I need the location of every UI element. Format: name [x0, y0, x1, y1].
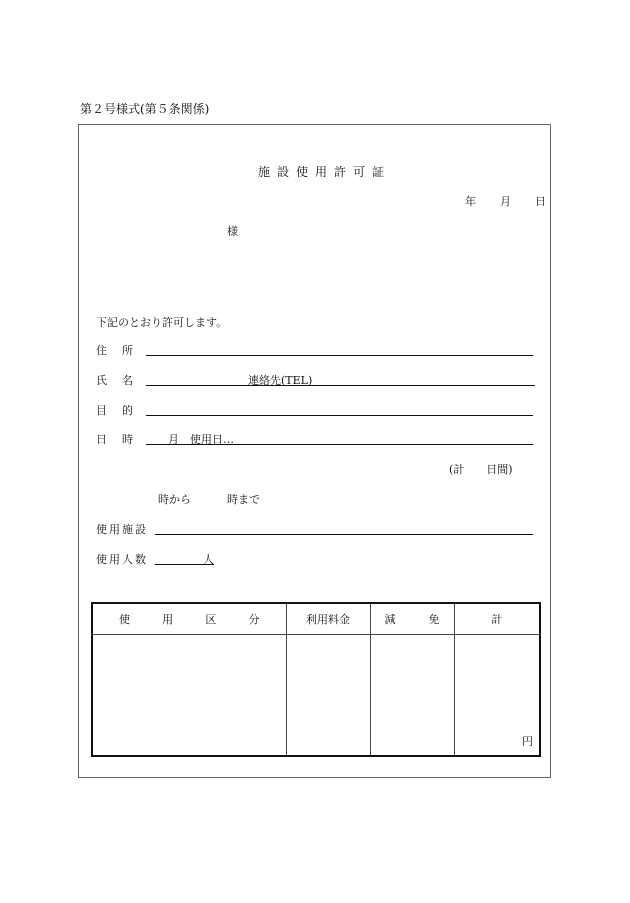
total-header: 計 [454, 603, 540, 635]
total-cell[interactable] [454, 635, 540, 757]
people-unit: 人 [203, 553, 214, 566]
category-header [92, 603, 286, 635]
category-char: 使 [119, 613, 130, 626]
exemption-char: 免 [428, 613, 440, 626]
datetime-label: 日 時 [96, 433, 135, 446]
name-label: 氏 名 [96, 374, 135, 387]
date-year: 年 [465, 195, 476, 208]
facility-line[interactable] [155, 534, 533, 535]
from-time: 時から [158, 493, 191, 506]
exemption-header [370, 603, 454, 635]
to-time: 時まで [227, 493, 260, 506]
date-month: 月 [500, 195, 511, 208]
intro-text: 下記のとおり許可します。 [96, 316, 228, 329]
form-label: 第２号様式(第５条関係) [80, 102, 210, 116]
exemption-cell[interactable] [370, 635, 454, 757]
address-label: 住 所 [96, 344, 135, 357]
contact-label: 連絡先(TEL) [248, 374, 313, 387]
document-title: 施設使用許可証 [258, 165, 392, 179]
category-char: 用 [162, 613, 174, 626]
fee-header: 利用料金 [286, 603, 370, 635]
fee-table [91, 602, 541, 757]
category-cell[interactable] [92, 635, 286, 757]
category-char: 区 [205, 613, 217, 626]
purpose-line[interactable] [146, 415, 533, 416]
category-char: 分 [248, 613, 260, 626]
name-line[interactable] [146, 385, 535, 386]
month-label: 月 [168, 433, 179, 446]
use-day-label: 使用日… [190, 433, 234, 446]
address-line[interactable] [146, 355, 533, 356]
exemption-char: 減 [384, 613, 396, 626]
yen-label: 円 [522, 735, 533, 748]
purpose-label: 目 的 [96, 404, 135, 417]
people-label: 使用人数 [96, 553, 148, 566]
total-days: (計 日間) [449, 463, 513, 476]
addressee-suffix: 様 [227, 225, 238, 238]
facility-label: 使用施設 [96, 523, 148, 536]
fee-cell[interactable] [286, 635, 370, 757]
date-day: 日 [535, 195, 546, 208]
